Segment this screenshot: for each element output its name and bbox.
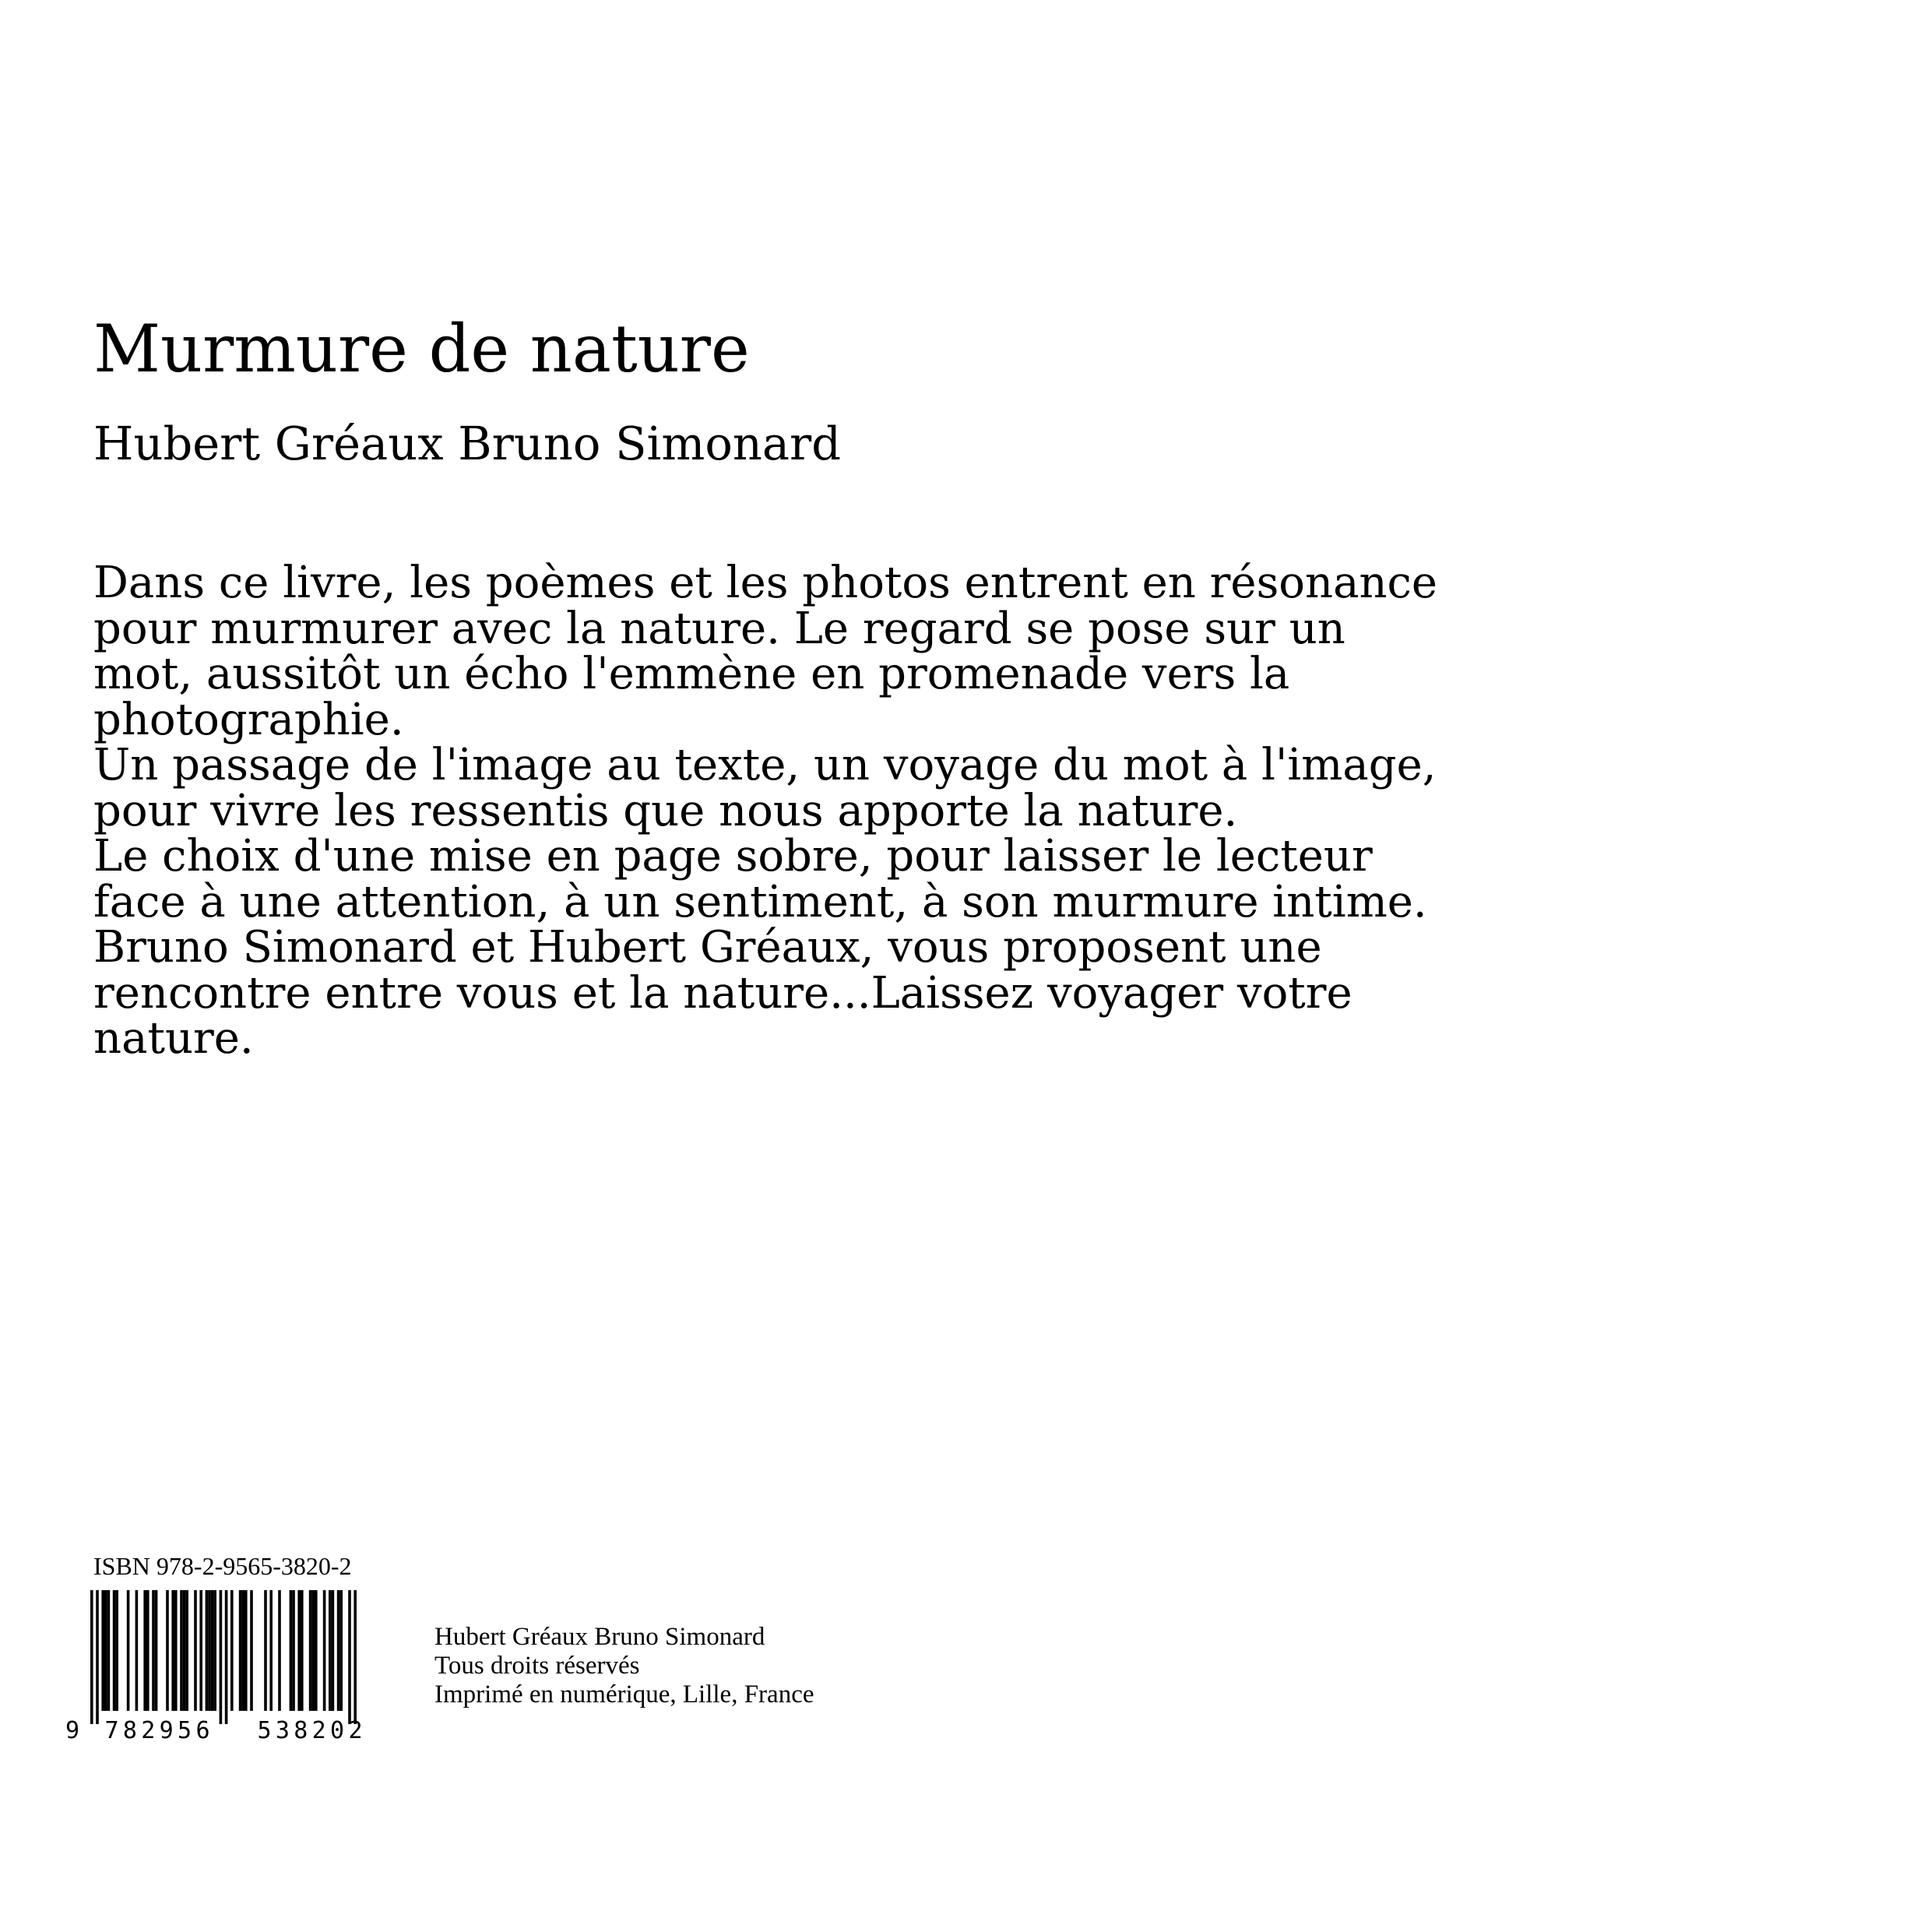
- barcode-bar: [208, 1590, 211, 1711]
- barcode-bar: [323, 1590, 326, 1711]
- barcode-bar: [127, 1590, 130, 1711]
- barcode-bar: [269, 1590, 273, 1711]
- blurb-paragraph: Dans ce livre, les poèmes et les photos entrent en résonance pour murmurer avec la nature. Le regard se pose sur un mot, aussitôt un écho l'emmène en promenade vers la photographie.: [93, 558, 1438, 745]
- barcode-bar: [220, 1590, 223, 1724]
- barcode-right-digits: 538202: [257, 1717, 363, 1742]
- barcode-bar: [166, 1590, 169, 1711]
- barcode-left-digits: 782956: [104, 1717, 210, 1742]
- barcode-bar: [301, 1590, 304, 1711]
- barcode-bar: [183, 1590, 186, 1711]
- barcode-bar: [146, 1590, 149, 1711]
- barcode-bar: [241, 1590, 244, 1711]
- barcode-bar: [180, 1590, 183, 1711]
- barcode-bar: [213, 1590, 216, 1711]
- barcode-bar: [101, 1590, 104, 1711]
- credits-authors: Hubert Gréaux Bruno Simonard: [434, 1623, 765, 1651]
- barcode-bar: [104, 1590, 107, 1711]
- publisher-credits: [434, 1623, 814, 1709]
- back-cover-blurb: [93, 558, 1448, 1064]
- barcode-bar: [264, 1590, 267, 1711]
- isbn-barcode: [61, 1590, 388, 1742]
- blurb-paragraph: Bruno Simonard et Hubert Gréaux, vous proposent une rencontre entre vous et la nature...Laissez voyager votre nature.: [93, 922, 1352, 1064]
- barcode-bar: [353, 1590, 357, 1724]
- barcode-bar: [143, 1590, 146, 1711]
- barcode-bar: [311, 1590, 315, 1711]
- barcode-bar: [250, 1590, 253, 1711]
- barcode-bar: [292, 1590, 295, 1711]
- barcode-bar: [199, 1590, 202, 1711]
- barcode-bar: [329, 1590, 332, 1711]
- barcode-bar: [96, 1590, 99, 1724]
- barcode-bar: [211, 1590, 214, 1711]
- barcode-bar: [348, 1590, 351, 1724]
- barcode-bar: [337, 1590, 340, 1711]
- barcode-bar: [230, 1590, 234, 1711]
- barcode-bar: [239, 1590, 242, 1711]
- credits-printing: Imprimé en numérique, Lille, France: [434, 1680, 814, 1709]
- barcode-bar: [339, 1590, 343, 1711]
- barcode-bar: [185, 1590, 188, 1711]
- barcode-bar: [174, 1590, 178, 1711]
- book-authors: Hubert Gréaux Bruno Simonard: [93, 417, 841, 470]
- barcode-bar: [107, 1590, 111, 1711]
- barcode-bar: [194, 1590, 197, 1711]
- credits-rights: Tous droits réservés: [434, 1652, 640, 1680]
- barcode-bar: [332, 1590, 335, 1711]
- barcode-bar: [113, 1590, 116, 1711]
- barcode-bar: [278, 1590, 281, 1711]
- barcode-bar: [135, 1590, 139, 1711]
- barcode-bar: [309, 1590, 312, 1711]
- barcode-bar: [171, 1590, 174, 1711]
- barcode-bar: [244, 1590, 248, 1711]
- blurb-paragraph: Le choix d'une mise en page sobre, pour laisser le lecteur face à une attention, à un sentiment, à son murmure intime.: [93, 831, 1427, 927]
- book-title: Murmure de nature: [93, 311, 750, 387]
- isbn-label: ISBN 978-2-9565-3820-2: [93, 1552, 352, 1580]
- blurb-paragraph: Un passage de l'image au texte, un voyage du mot à l'image, pour vivre les ressentis que nous apporte la nature.: [93, 740, 1437, 836]
- barcode-bar: [90, 1590, 93, 1724]
- barcode-bar: [206, 1590, 209, 1711]
- barcode-bar: [115, 1590, 118, 1711]
- barcode-bar: [315, 1590, 318, 1711]
- barcode-bar: [225, 1590, 228, 1724]
- barcode-bar: [290, 1590, 293, 1711]
- barcode-bar: [297, 1590, 301, 1711]
- barcode-bar: [155, 1590, 158, 1711]
- barcode-bar: [152, 1590, 155, 1711]
- barcode-first-digit: 9: [65, 1717, 80, 1742]
